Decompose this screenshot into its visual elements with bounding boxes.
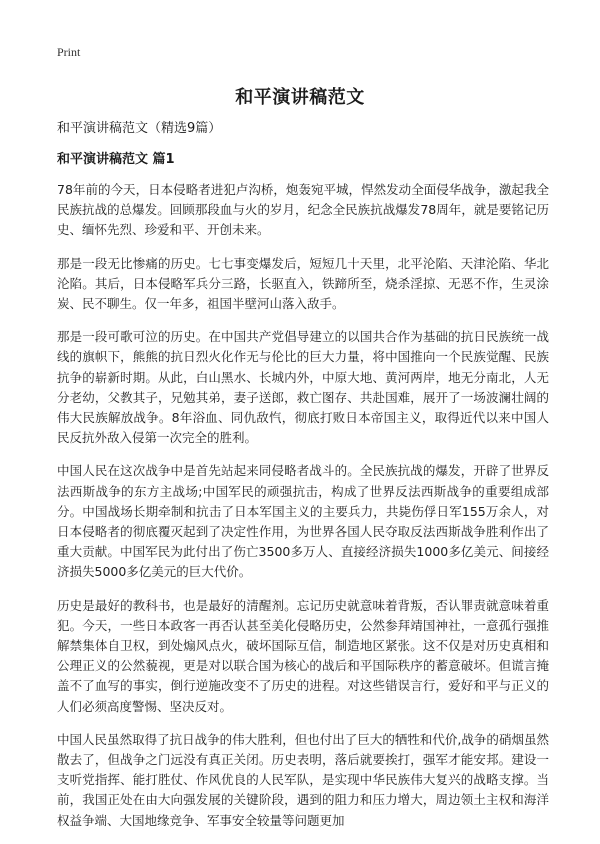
paragraph: 中国人民在这次战争中是首先站起来同侵略者战斗的。全民族抗战的爆发，开辟了世界反法西斯战争的东方主战场;中国军民的顽强抗击，构成了世界反法西斯战争的重要组成部分。中国战场长期牵制和抗击了日本军国主义的主要兵力，共毙伤俘日军155万余人，对日本侵略者的彻底覆灭起到了决定性作用，为世界各国人民夺取反法西斯战争胜利作出了重大贡献。中国军民为此付出了伤亡3500多万人、直接经济损失1000多亿美元、间接经济损失5000多亿美元的巨大代价。	[57, 463, 549, 580]
paragraph: 那是一段可歌可泣的历史。在中国共产党倡导建立的以国共合作为基础的抗日民族统一战线的旗帜下，熊熊的抗日烈火化作无与伦比的巨大力量，将中国推向一个民族觉醒、民族抗争的崭新时期。从此，白山黑水、长城内外，中原大地、黄河两岸，地无分南北，人无分老幼，父教其子，兄勉其弟，妻子送郎，救亡图存、共赴国难，展开了一场波澜壮阔的伟大民族解放战争。8年浴血、同仇敌忾，彻底打败日本帝国主义，取得近代以来中国人民反抗外敌入侵第一次完全的胜利。	[57, 329, 549, 446]
document-subtitle: 和平演讲稿范文（精选9篇）	[57, 121, 222, 136]
paragraph: 那是一段无比惨痛的历史。七七事变爆发后，短短几十天里，北平沦陷、天津沦陷、华北沦陷。其后，日本侵略军兵分三路，长驱直入，铁蹄所至，烧杀淫掠、无恶不作，生灵涂炭、民不聊生。仅一年多，祖国半壁河山落入敌手。	[57, 255, 549, 312]
print-link[interactable]: Print	[57, 45, 81, 59]
section-heading: 和平演讲稿范文 篇1	[57, 152, 175, 167]
body-text	[57, 180, 549, 844]
document-title: 和平演讲稿范文	[235, 87, 365, 108]
paragraph: 历史是最好的教科书，也是最好的清醒剂。忘记历史就意味着背叛，否认罪责就意味着重犯。今天，一些日本政客一再否认甚至美化侵略历史，公然参拜靖国神社，一意孤行强推解禁集体自卫权，到处煽风点火，破坏国际互信，制造地区紧张。这不仅是对历史真相和公理正义的公然藐视，更是对以联合国为核心的战后和平国际秩序的蓄意破坏。但谎言掩盖不了血写的事实，倒行逆施改变不了历史的进程。对这些错误言行，爱好和平与正义的人们必须高度警惕、坚决反对。	[57, 597, 549, 714]
paragraph: 中国人民虽然取得了抗日战争的伟大胜利，但也付出了巨大的牺牲和代价,战争的硝烟虽然散去了，但战争之门远没有真正关闭。历史表明，落后就要挨打，强军才能安邦。建设一支听党指挥、能打胜仗、作风优良的人民军队，是实现中华民族伟大复兴的战略支撑。当前，我国正处在由大向强发展的关键阶段，遇到的阻力和压力增大，周边领土主权和海洋权益争端、大国地缘竞争、军事安全较量等问题更加	[57, 731, 549, 828]
paragraph: 78年前的今天，日本侵略者进犯卢沟桥，炮轰宛平城，悍然发动全面侵华战争，激起我全民族抗战的总爆发。回顾那段血与火的岁月，纪念全民族抗战爆发78周年，就是要铭记历史、缅怀先烈、珍爱和平、开创未来。	[57, 182, 549, 238]
